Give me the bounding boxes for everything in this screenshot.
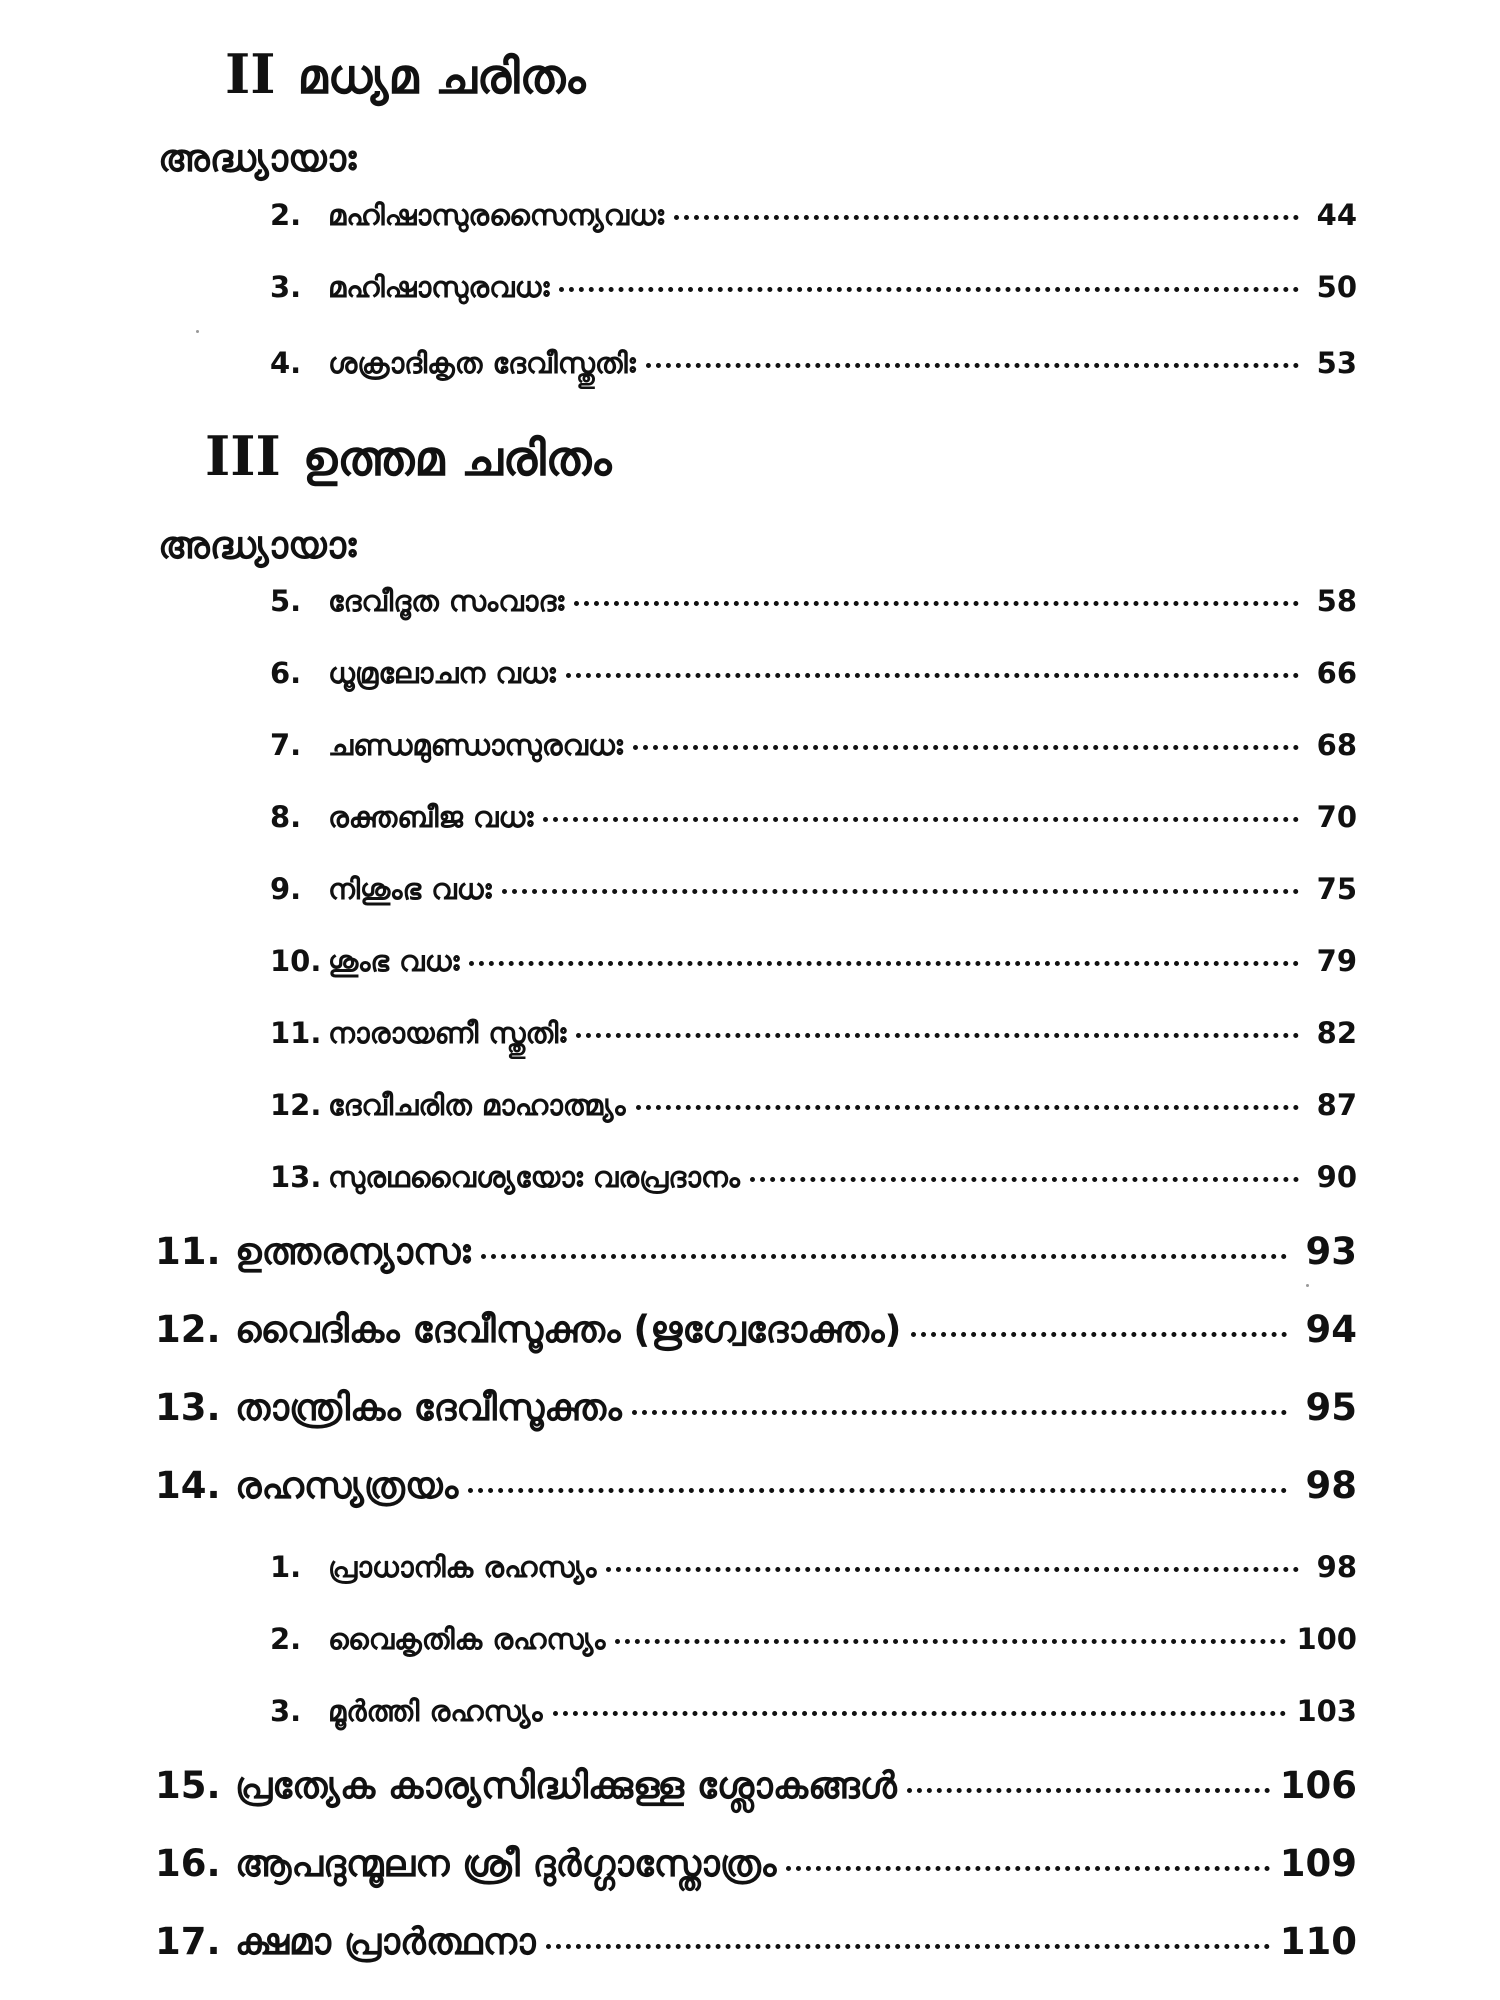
entry-page-number: 103: [1296, 1694, 1357, 1728]
entry-title: ക്ഷമാ പ്രാർത്ഥനാ: [235, 1920, 536, 1963]
entry-page-number: 106: [1279, 1764, 1357, 1807]
dot-leader: [786, 1866, 1269, 1871]
entry-number: 12.: [155, 1308, 221, 1351]
dot-leader: [468, 1488, 1287, 1493]
toc-entry[interactable]: [155, 1842, 1357, 1898]
entry-title: ശുംഭ വധഃ: [328, 944, 460, 978]
entry-number: 4.: [270, 346, 302, 380]
chapters-subheading: അദ്ധ്യായാഃ: [158, 523, 357, 567]
toc-entry[interactable]: [270, 1550, 1357, 1594]
entry-page-number: 44: [1316, 198, 1357, 232]
entry-number: 11.: [270, 1016, 322, 1050]
dot-leader: [576, 1033, 1299, 1038]
print-speck: [196, 330, 199, 333]
entry-page-number: 68: [1316, 728, 1357, 762]
dot-leader: [469, 961, 1299, 966]
entry-page-number: 94: [1305, 1308, 1357, 1351]
entry-number: 5.: [270, 584, 302, 618]
entry-page-number: 100: [1296, 1622, 1357, 1656]
toc-entry[interactable]: [270, 944, 1357, 988]
entry-number: 2.: [270, 198, 302, 232]
toc-entry[interactable]: [270, 872, 1357, 916]
dot-leader: [502, 889, 1299, 894]
entry-page-number: 87: [1316, 1088, 1357, 1122]
toc-entry[interactable]: [270, 1088, 1357, 1132]
dot-leader: [632, 1410, 1287, 1415]
dot-leader: [606, 1567, 1299, 1572]
entry-title: ഉത്തരന്യാസഃ: [235, 1230, 471, 1273]
entry-title: നാരായണീ സ്തുതിഃ: [328, 1016, 567, 1050]
entry-title: രഹസ്യത്രയം: [235, 1464, 459, 1507]
dot-leader: [543, 817, 1299, 822]
print-speck: [1306, 1284, 1309, 1287]
entry-title: ധൂമ്രലോചന വധഃ: [328, 656, 556, 690]
entry-title: ചണ്ഡമുണ്ഡാസുരവധഃ: [328, 728, 623, 762]
dot-leader: [911, 1332, 1287, 1337]
dot-leader: [566, 673, 1299, 678]
toc-entry[interactable]: [270, 656, 1357, 700]
section-roman: III: [205, 424, 281, 488]
entry-number: 14.: [155, 1464, 221, 1507]
toc-entry[interactable]: [155, 1764, 1357, 1820]
entry-number: 13.: [270, 1160, 322, 1194]
toc-entry[interactable]: [270, 1016, 1357, 1060]
toc-entry[interactable]: [270, 584, 1357, 628]
toc-entry[interactable]: [155, 1920, 1357, 1976]
toc-entry[interactable]: [270, 800, 1357, 844]
section-title: മധ്യമ ചരിതം: [297, 49, 586, 105]
entry-page-number: 75: [1316, 872, 1357, 906]
entry-title: മഹിഷാസുരവധഃ: [328, 270, 550, 304]
dot-leader: [674, 215, 1299, 220]
dot-leader: [546, 1944, 1270, 1949]
entry-title: താന്ത്രികം ദേവീസൂക്തം: [235, 1386, 622, 1429]
entry-title: ദേവീദൂത സംവാദഃ: [328, 584, 565, 618]
entry-title: ദേവീചരിത മാഹാത്മ്യം: [328, 1088, 626, 1122]
entry-number: 10.: [270, 944, 322, 978]
entry-number: 3.: [270, 270, 302, 304]
entry-page-number: 95: [1305, 1386, 1357, 1429]
entry-number: 6.: [270, 656, 302, 690]
toc-entry[interactable]: [155, 1386, 1357, 1442]
entry-page-number: 90: [1316, 1160, 1357, 1194]
entry-title: രക്തബീജ വധഃ: [328, 800, 534, 834]
entry-number: 7.: [270, 728, 302, 762]
dot-leader: [481, 1254, 1287, 1259]
toc-entry[interactable]: [270, 1694, 1357, 1738]
entry-page-number: 110: [1279, 1920, 1357, 1963]
dot-leader: [553, 1711, 1287, 1716]
dot-leader: [907, 1788, 1270, 1793]
entry-title: ശക്രാദികൃത ദേവീസ്തുതിഃ: [328, 346, 636, 380]
entry-title: മൂർത്തി രഹസ്യം: [328, 1694, 543, 1728]
entry-number: 16.: [155, 1842, 221, 1885]
dot-leader: [633, 745, 1299, 750]
toc-entry[interactable]: [270, 1622, 1357, 1666]
entry-number: 2.: [270, 1622, 302, 1656]
entry-number: 15.: [155, 1764, 221, 1807]
toc-entry[interactable]: [270, 270, 1357, 314]
section-heading-ii: [225, 44, 586, 107]
entry-page-number: 66: [1316, 656, 1357, 690]
entry-page-number: 82: [1316, 1016, 1357, 1050]
dot-leader: [646, 363, 1299, 368]
entry-page-number: 70: [1316, 800, 1357, 834]
entry-title: വൈകൃതിക രഹസ്യം: [328, 1622, 606, 1656]
entry-number: 17.: [155, 1920, 221, 1963]
entry-number: 13.: [155, 1386, 221, 1429]
entry-title: പ്രാധാനിക രഹസ്യം: [328, 1550, 597, 1584]
dot-leader: [615, 1639, 1286, 1644]
section-title: ഉത്തമ ചരിതം: [302, 431, 612, 487]
entry-page-number: 79: [1316, 944, 1357, 978]
dot-leader: [559, 287, 1299, 292]
toc-entry[interactable]: [270, 728, 1357, 772]
dot-leader: [636, 1105, 1299, 1110]
entry-title: വൈദികം ദേവീസൂക്തം (ഋഗ്വേദോക്തം): [235, 1308, 902, 1351]
toc-entry[interactable]: [270, 198, 1357, 242]
chapters-subheading: അദ്ധ്യായാഃ: [158, 136, 357, 180]
section-heading-iii: [205, 426, 612, 489]
entry-title: സുരഥവൈശ്യയോഃ വരപ്രദാനം: [328, 1160, 740, 1194]
dot-leader: [574, 601, 1299, 606]
toc-entry[interactable]: [155, 1308, 1357, 1364]
toc-entry[interactable]: [155, 1230, 1357, 1286]
entry-title: മഹിഷാസുരസൈന്യവധഃ: [328, 198, 664, 232]
entry-number: 1.: [270, 1550, 302, 1584]
entry-number: 3.: [270, 1694, 302, 1728]
dot-leader: [750, 1177, 1299, 1182]
entry-number: 8.: [270, 800, 302, 834]
entry-page-number: 98: [1305, 1464, 1357, 1507]
entry-title: പ്രത്യേക കാര്യസിദ്ധിക്കുള്ള ശ്ലോകങ്ങൾ: [235, 1764, 897, 1807]
toc-entry[interactable]: [270, 346, 1357, 390]
entry-number: 9.: [270, 872, 302, 906]
entry-page-number: 98: [1316, 1550, 1357, 1584]
entry-title: ആപദുന്മൂലന ശ്രീ ദുർഗ്ഗാസ്തോത്രം: [235, 1842, 777, 1885]
entry-page-number: 50: [1316, 270, 1357, 304]
entry-page-number: 109: [1279, 1842, 1357, 1885]
entry-title: നിശുംഭ വധഃ: [328, 872, 492, 906]
entry-page-number: 53: [1316, 346, 1357, 380]
entry-number: 11.: [155, 1230, 221, 1273]
entry-page-number: 93: [1305, 1230, 1357, 1273]
section-roman: II: [225, 42, 276, 106]
toc-entry[interactable]: [155, 1464, 1357, 1520]
toc-entry[interactable]: [270, 1160, 1357, 1204]
entry-number: 12.: [270, 1088, 322, 1122]
entry-page-number: 58: [1316, 584, 1357, 618]
